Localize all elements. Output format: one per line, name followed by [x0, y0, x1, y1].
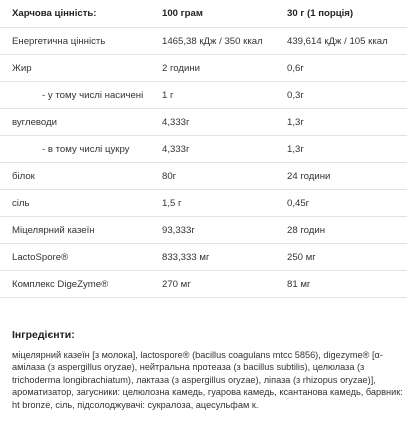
- row-per-100g: 93,333г: [162, 224, 195, 236]
- row-per-100g: 1465,38 кДж / 350 ккал: [162, 35, 263, 47]
- row-per-serving: 1,3г: [287, 116, 304, 128]
- table-row: [0, 55, 407, 82]
- row-per-serving: 439,614 кДж / 105 ккал: [287, 35, 388, 47]
- row-per-serving: 0,45г: [287, 197, 310, 209]
- row-per-serving: 1,3г: [287, 143, 304, 155]
- row-label: Комплекс DigeZyme®: [12, 278, 109, 290]
- row-label: - у тому числі насичені: [42, 89, 144, 101]
- table-row: [0, 217, 407, 244]
- table-row: [0, 136, 407, 163]
- row-per-100g: 4,333г: [162, 143, 190, 155]
- row-label: Міцелярний казеїн: [12, 224, 95, 236]
- row-label: вуглеводи: [12, 116, 57, 128]
- header-nutrition-label: Харчова цінність:: [12, 8, 97, 19]
- row-per-100g: 1,5 г: [162, 197, 182, 209]
- row-per-100g: 80г: [162, 170, 177, 182]
- row-per-serving: 81 мг: [287, 278, 311, 290]
- row-per-100g: 2 години: [162, 62, 201, 74]
- ingredients-heading: Інгредієнти:: [12, 329, 75, 341]
- row-per-100g: 270 мг: [162, 278, 191, 290]
- row-label: Жир: [12, 62, 32, 74]
- ingredients-text: міцелярний казеїн [з молока], lactospore® (bacillus coagulans mtcc 5856), digezyme® [α-амілаза (з aspergillus oryzae), нейтральна протеаза (з bacillus subtilis), целюлаза (з trichoderma longibrachiatum), лактаза (з aspergillus oryzae), ліпаза (з rhizopus oryzae)], ароматизатор, загусники: целюлозна камедь, гуарова камедь, ксантанова камедь, барвник: ht bronze, сіль, підсолоджувачі: сукралоза, ацесульфам к.: [12, 350, 403, 410]
- table-row: [0, 82, 407, 109]
- table-row: [0, 28, 407, 55]
- table-row: [0, 190, 407, 217]
- table-row: [0, 244, 407, 271]
- row-per-100g: 1 г: [162, 89, 174, 101]
- row-per-serving: 0,3г: [287, 89, 304, 101]
- row-per-serving: 0,6г: [287, 62, 304, 74]
- row-per-serving: 24 години: [287, 170, 331, 182]
- header-per-100g: 100 грам: [162, 8, 203, 19]
- row-per-serving: 250 мг: [287, 251, 316, 263]
- ingredients-section: [12, 329, 404, 411]
- row-label: - в тому числі цукру: [42, 143, 130, 155]
- header-per-serving: 30 г (1 порція): [287, 8, 354, 19]
- row-per-serving: 28 годин: [287, 224, 326, 236]
- nutrition-header-row: [0, 0, 407, 28]
- table-row: [0, 109, 407, 136]
- table-row: [0, 163, 407, 190]
- row-label: LactoSpore®: [12, 251, 69, 263]
- row-label: білок: [12, 170, 35, 182]
- row-per-100g: 4,333г: [162, 116, 190, 128]
- row-per-100g: 833,333 мг: [162, 251, 210, 263]
- row-label: Енергетична цінність: [12, 35, 106, 47]
- row-label: сіль: [12, 197, 30, 209]
- table-row: [0, 271, 407, 298]
